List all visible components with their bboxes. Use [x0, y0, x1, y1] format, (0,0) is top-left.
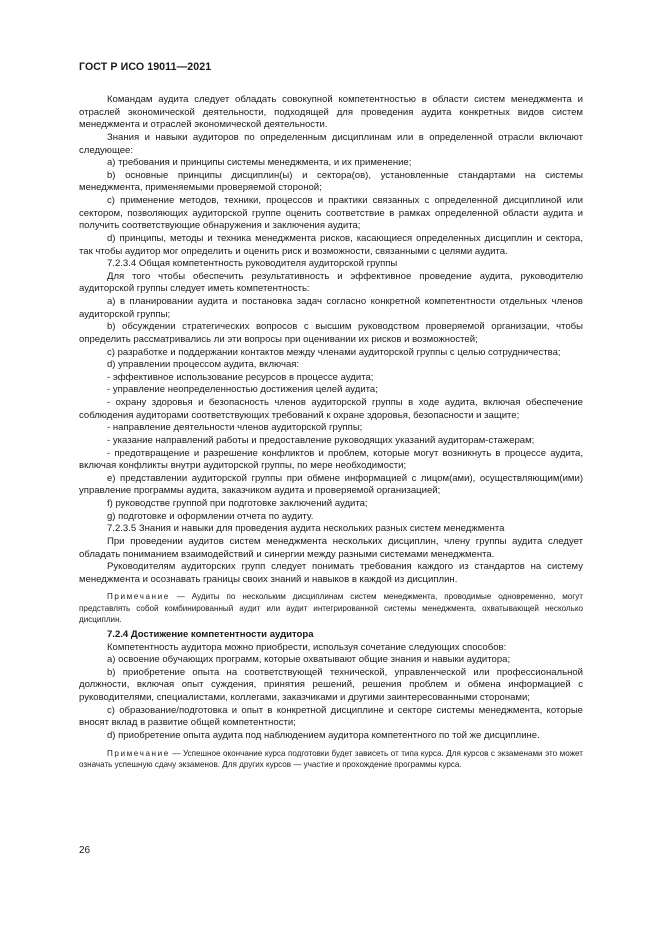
note [79, 591, 583, 625]
list-item: a) в планировании аудита и постановка задач согласно конкретной компетентности отдельных членов аудиторской группы; [79, 296, 583, 320]
subsection-heading: 7.2.3.4 Общая компетентность руководителя аудиторской группы [107, 258, 398, 270]
paragraph: Руководителям аудиторских групп следует понимать требования каждого из стандартов на систему менеджмента и осознавать границы своих знаний и навыков в каждой из дисциплин. [79, 561, 583, 585]
dash-item: - эффективное использование ресурсов в процессе аудита; [107, 371, 374, 383]
note-label: Примечание [107, 592, 170, 602]
list-item: c) образование/подготовка и опыт в конкретной дисциплине и секторе системы менеджмента, которые вносят вклад в развитие общей компетентности; [79, 704, 583, 729]
list-item: b) приобретение опыта на соответствующей технической, управленческой или профессиональной должности, включая опыт суждения, принятия решений, решения проблем и обмена информацией с руководителями, специалистами, коллегами, заказчиками и другими заинтересованными сторонами; [79, 666, 583, 704]
list-item: c) применение методов, техники, процессов и практики связанных с определенной дисциплиной или сектором, позволяющих аудиторской группе оценить соответствие в рамках определенной области аудита и получить соответствующие обнаружения и заключения аудита; [79, 195, 583, 232]
list-item: b) основные принципы дисциплин(ы) и сектора(ов), установленные стандартами на системы менеджмента, применяемыми проверяемой стороной; [79, 169, 583, 194]
list-item: d) управлении процессом аудита, включая: [107, 359, 300, 371]
list-item: c) разработке и поддержании контактов между членами аудиторской группы с целью сотрудничества; [107, 346, 561, 358]
list-item: d) приобретение опыта аудита под наблюдением аудитора компетентного по той же дисциплине. [107, 729, 540, 741]
paragraph: Командам аудита следует обладать совокупной компетентностью в области систем менеджмента и отраслей экономической деятельности, подходящей для проведения аудита конкретных видов систем менеджмента и отраслей экономической деятельности. [79, 94, 583, 131]
paragraph: Компетентность аудитора можно приобрести, используя сочетание следующих способов: [107, 641, 507, 653]
list-item: g) подготовке и оформлении отчета по аудиту. [107, 510, 314, 522]
paragraph: Для того чтобы обеспечить результативность и эффективное проведение аудита, руководителю аудиторской группы следует иметь компетентность: [79, 270, 583, 295]
list-item: a) требования и принципы системы менеджмента, и их применение; [107, 157, 412, 169]
list-item: e) представлении аудиторской группы при обмене информацией с лицом(ами), осуществляющим(ими) управление программы аудита, заказчиком аудита и проверяемой организацией; [79, 472, 583, 497]
subsection-heading: 7.2.3.5 Знания и навыки для проведения аудита нескольких разных систем менеджмента [107, 523, 505, 535]
dash-item: - направление деятельности членов аудиторской группы; [107, 422, 363, 434]
paragraph: Знания и навыки аудиторов по определенным дисциплинам или в определенной отрасли включают следующее: [79, 131, 583, 156]
list-item: d) принципы, методы и техника менеджмента рисков, касающиеся определенных дисциплин и сектора, так чтобы аудитор мог определить и оценить риск и возможности, связанными с целями аудита. [79, 232, 583, 257]
dash-item: - указание направлений работы и предоставление руководящих указаний аудиторам-стажерам; [107, 434, 535, 446]
list-item: b) обсуждении стратегических вопросов с высшим руководством проверяемой организации, чтобы определить рассматривались ли эти вопросы при оценивании их рисков и возможностей; [79, 321, 583, 345]
note-text: — Успешное окончание курса подготовки будет зависеть от типа курса. Для курсов с экзаменами это может означать успешную сдачу экзаменов. Для других курсов — участие и прохождение программы курса. [79, 748, 583, 769]
note-text: — Аудиты по нескольким дисциплинам систем менеджмента, проводимые одновременно, могут представлять собой комбинированный аудит или аудит интегрированной системы менеджмента, охватывающей несколько дисциплин. [79, 592, 583, 624]
page-content [79, 94, 583, 774]
paragraph: При проведении аудитов систем менеджмента нескольких дисциплин, члену группы аудита следует обладать пониманием взаимодействий и синергии между разными системами менеджмента. [79, 535, 583, 560]
document-header: ГОСТ Р ИСО 19011—2021 [79, 61, 212, 73]
dash-item: - предотвращение и разрешение конфликтов и проблем, которые могут возникнуть в процессе аудита, включая конфликты внутри аудиторской группы, по мере необходимости; [79, 447, 583, 472]
list-item: f) руководстве группой при подготовке заключений аудита; [107, 498, 368, 509]
list-item: a) освоение обучающих программ, которые охватывают общие знания и навыки аудитора; [107, 654, 511, 666]
dash-item: - управление неопределенностью достижения целей аудита; [107, 384, 378, 396]
page-number: 26 [79, 845, 91, 856]
dash-item: - охрану здоровья и безопасность членов аудиторской группы в ходе аудита, включая обеспечение соблюдения аудиторами соответствующих требований к охране здоровья, безопасности и защите; [79, 397, 583, 421]
section-title: 7.2.4 Достижение компетентности аудитора [107, 628, 314, 640]
note-label: Примечание [107, 748, 170, 758]
note [79, 748, 583, 770]
